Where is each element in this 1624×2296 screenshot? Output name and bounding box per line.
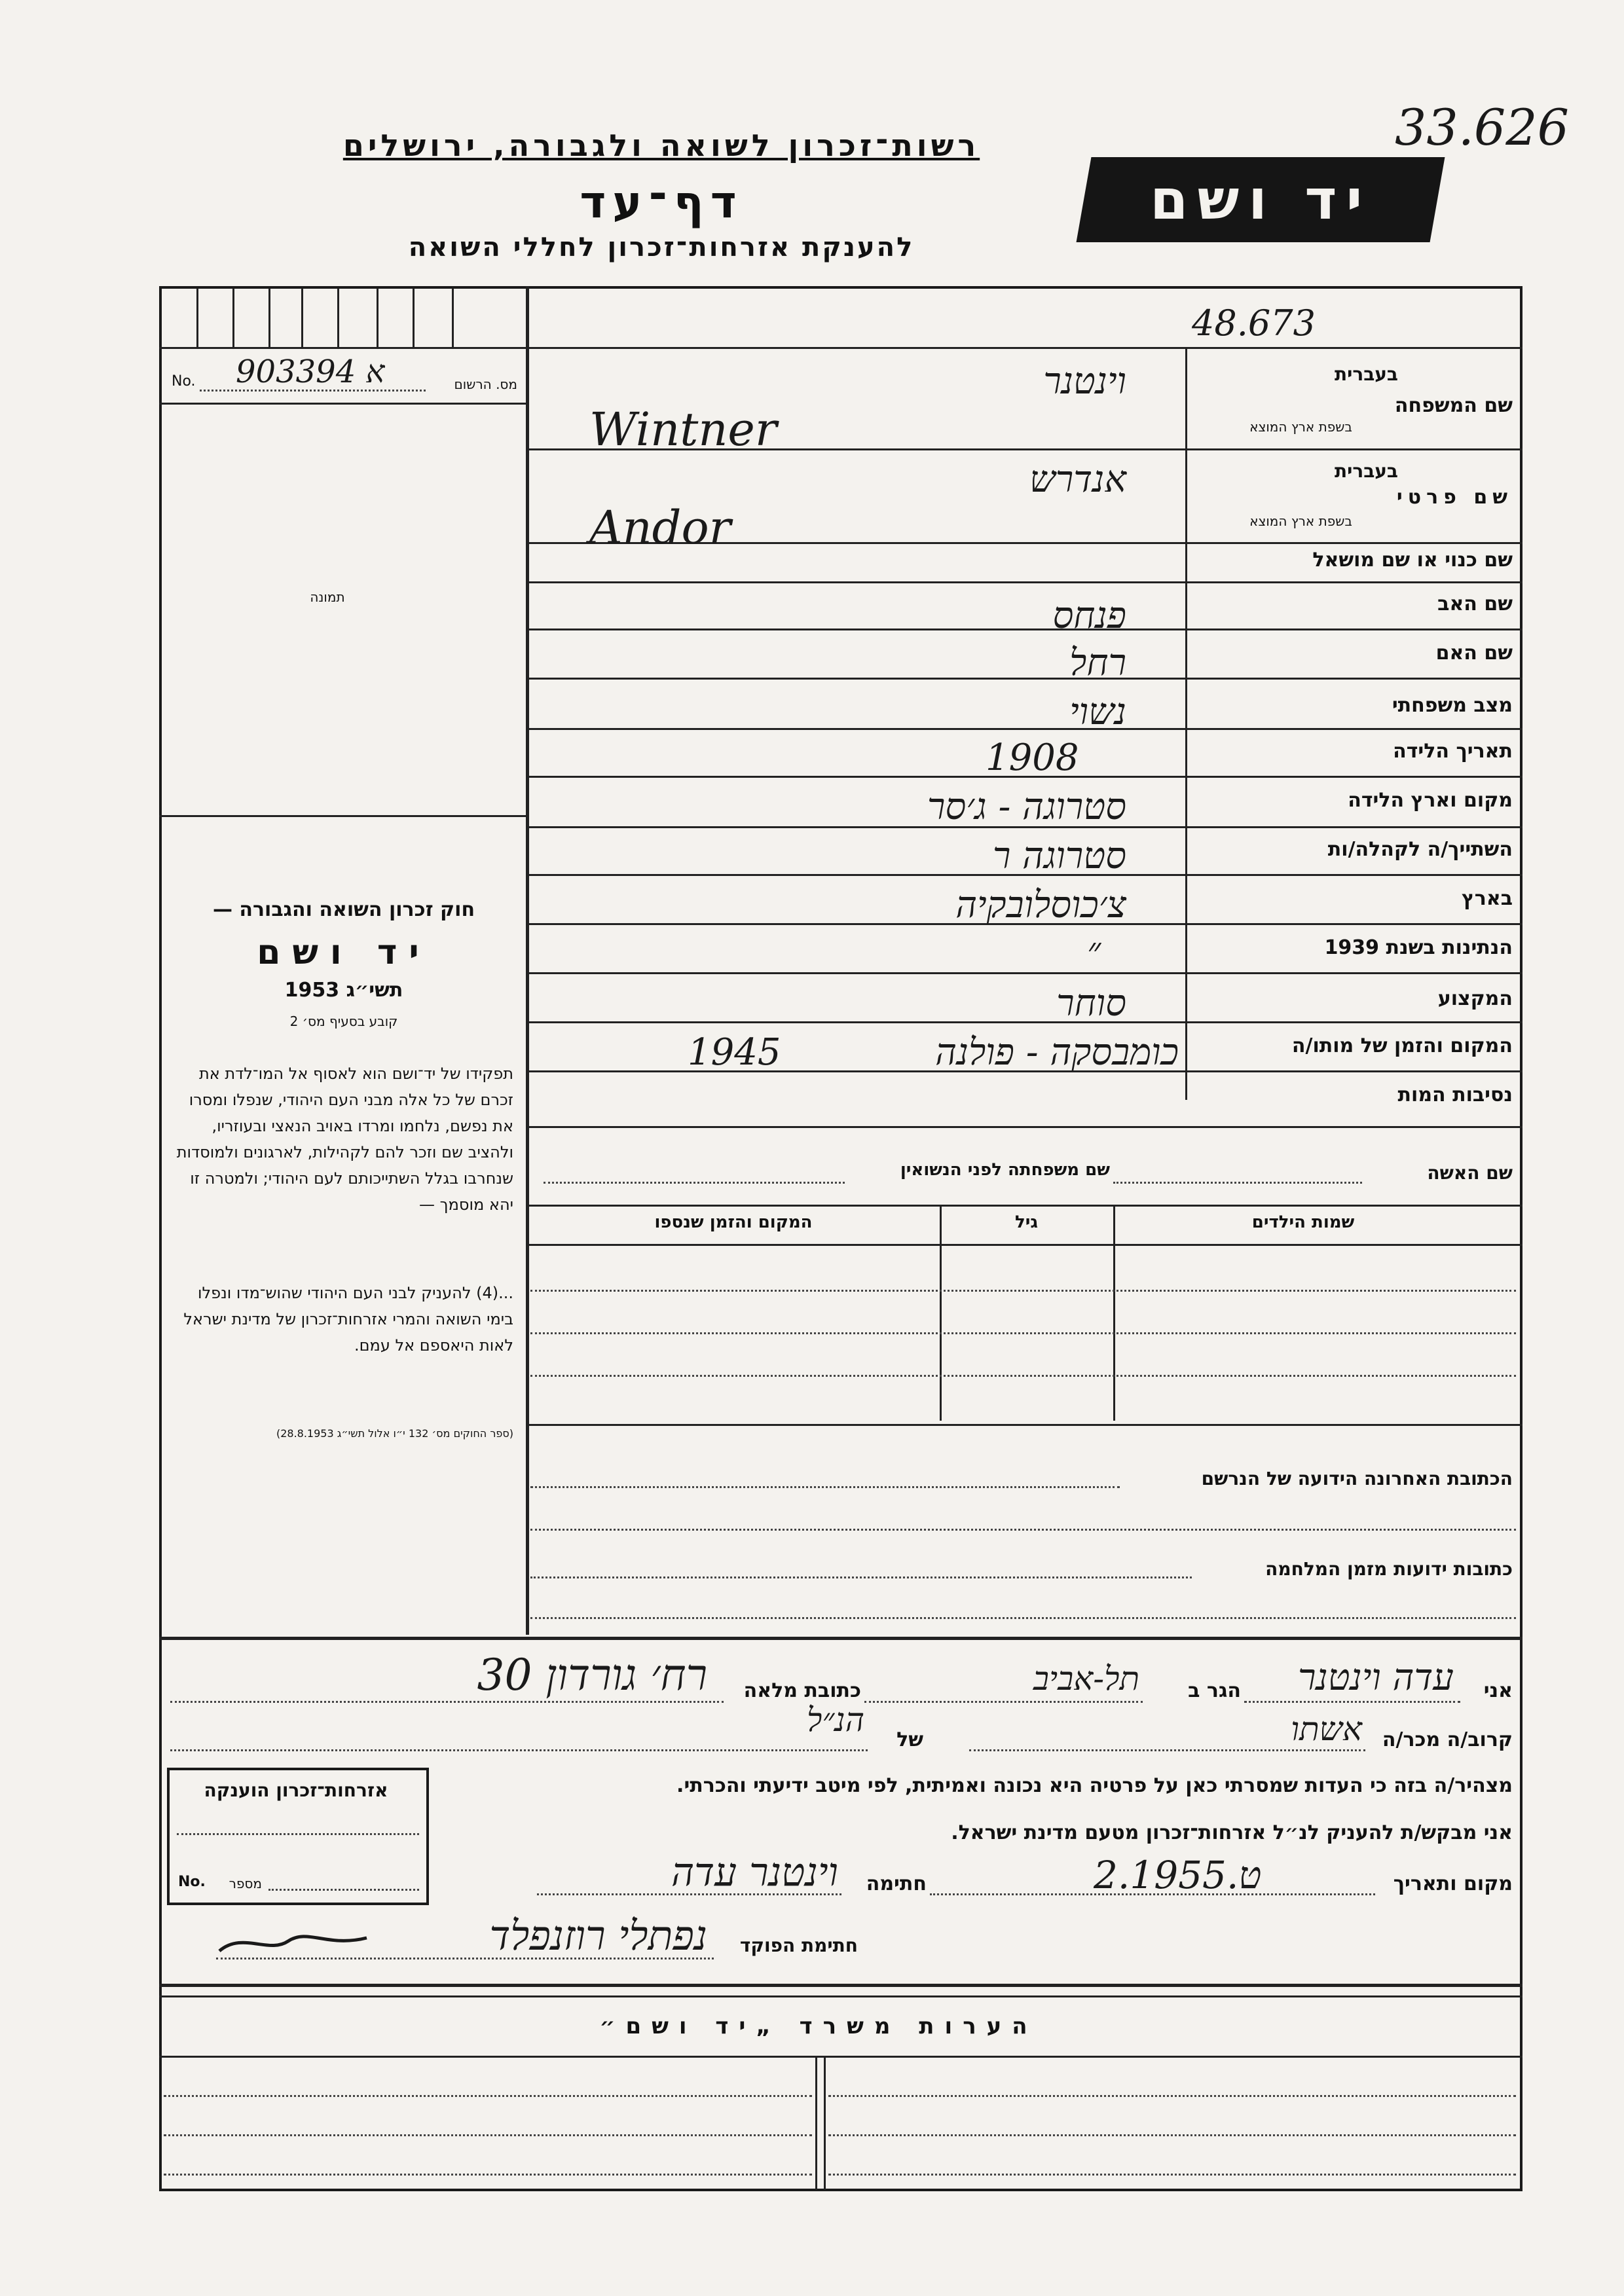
declarant-signature: וינטנר עדה [671,1850,838,1895]
hebrew-label: בעברית [1334,363,1398,385]
family-name-origin-value: Wintner [589,403,777,456]
reg-label: מס. הרשום [454,376,517,392]
address-value: רח׳ גורדון 30 [477,1650,707,1700]
document-subtitle: להענקת אזרחות־זכרון לחללי השואה [408,232,915,263]
signature-label: חתימה [866,1872,927,1895]
last-address-label: הכתובת האחרונה הידועה של הנרשם [1201,1468,1513,1489]
profession-value: סוחר [1056,982,1126,1025]
request-text: אני מבקש/ת להעניק לנ״ל אזרחות־זכרון מטעם מדינת ישראל. [951,1821,1513,1844]
hebrew-label-2: בעברית [1334,460,1398,482]
declaration-text: מצהיר/ה בזה כי העדות שמסרתי כאן על פרטיה היא נכונה ואמיתית, לפי מיטב ידיעתי והכרתי. [676,1774,1513,1797]
community-label: השתייך/ה לקהלה/ות [1327,838,1513,861]
children-age-header: גיל [1014,1212,1038,1232]
community-value: סטרוגה ר [992,835,1126,877]
reg-no-label: No. [172,373,196,390]
first-name-label: שם פרטי [1396,486,1513,509]
origin-lang-label: בשפת ארץ המוצא [1249,419,1352,435]
yad-vashem-logo [1077,157,1445,242]
marital-label: מצב משפחתי [1392,694,1513,717]
first-name-he-value: אנדרש [1029,458,1126,501]
birth-date-label: תאריך הלידה [1393,740,1513,763]
law-paragraph-2: ...(4) להעניק לבני העם היהודי שהוש־מדו ונפלו בימי השואה והמרי אזרחות־זכרון של מדינת ישראל לאות היאספם אל עמם. [183,1284,513,1355]
marital-value: נשוי [1069,691,1126,733]
law-clause: קובע בסעיף מס׳ 2 [289,1013,398,1029]
law-paragraph-1: תפקידו של יד־ושם הוא לאסוף אל המו־לדת את זכרם של כל אלה מבני העם היהודי, שנפלו ומסרו את נפשם, נלחמו ומרדו באויב הנאצי ובעוזריו, ולהציב שם וזכר להם לקהילות, לארגונים ולמוסדות שנחרבו בגלל השתייכותם לעם היהודי; ולמטרה זו יהא מוסמך — [176,1065,513,1214]
logo-text: יד ושם [1149,168,1372,232]
citizenship-label: הנתינות בשנת 1939 [1324,936,1513,959]
birth-place-value: סטרוגה - ג׳סר [927,786,1126,828]
origin-lang-label-2: בשפת ארץ המוצא [1249,513,1352,529]
city-value: תל-אביב [1033,1660,1139,1698]
law-reference: (ספר החוקים מס׳ 132 י״ו אלול תשי״ג 28.8.1953) [276,1427,513,1440]
children-place-header: המקום והזמן שנספו [654,1212,813,1232]
death-circ-label: נסיבות המות [1397,1084,1513,1106]
mother-value: רחל [1069,642,1126,684]
citizenship-number-label: מספר [229,1876,262,1891]
archive-number: 33.626 [1395,98,1569,156]
org-line: רשות־זכרון לשואה ולגבורה, ירושלים [342,128,980,163]
law-year: תשי״ג 1953 [284,979,403,1002]
country-value: צ׳כוסלובקיה [955,884,1126,926]
form-frame [159,286,1522,2191]
full-address-label: כתובת מלאה [743,1679,861,1702]
citizenship-box-title: אזרחות־זכרון הוענקה [204,1779,388,1801]
first-name-origin-value: Andor [589,501,731,555]
reg-number: 903394 א [236,354,385,390]
left-column-divider [526,286,529,1635]
father-value: פנחס [1052,594,1126,637]
official-signature: נפתלי רוזנפלד [489,1912,707,1959]
place-date-label: מקום ותאריך [1393,1872,1513,1895]
date-value: 2.ט.1955 [1094,1853,1262,1897]
relation-value: אשתו [1291,1710,1362,1748]
resides-label: הגר ב [1188,1679,1241,1702]
death-place-label: המקום והזמן של מותו/ה [1291,1034,1513,1057]
law-name: יד ושם [257,933,431,972]
death-year-value: 1945 [688,1031,781,1074]
family-name-he-value: וינטנר [1043,360,1126,403]
death-place-value: כומבסקה - פולנה [935,1031,1179,1074]
profession-label: המקצוע [1437,987,1513,1010]
children-names-header: שמות הילדים [1251,1212,1355,1232]
wife-label: שם האשה [1427,1162,1513,1184]
nickname-label: שם כנוי או שם מושאל [1312,549,1513,572]
mother-label: שם האם [1435,642,1513,665]
citizenship-no-label: No. [178,1874,206,1890]
page-number: 48.673 [1192,302,1316,344]
of-value: הנ״ל [807,1701,864,1739]
birth-date-value: 1908 [986,737,1079,779]
wife-maiden-label: שם משפחתה לפני הנשואין [900,1160,1110,1180]
family-name-label: שם המשפחה [1394,394,1513,417]
photo-label: תמונה [310,589,345,605]
declarant-name-value: עדה וינטנר [1298,1656,1454,1699]
declarant-i-label: אני [1483,1679,1513,1702]
citizenship-value: ״ [1087,930,1101,972]
law-title: חוק זכרון השואה והגבורה — [212,898,475,921]
office-notes-title: הערות משרד „יד ושם״ [599,2013,1038,2039]
relative-label: קרוב/ה מכר/ה [1382,1728,1513,1751]
label-column-divider [1185,347,1187,1100]
wartime-address-label: כתובות ידועות מזמן המלחמה [1265,1558,1513,1580]
birth-place-label: מקום וארץ הלידה [1348,789,1513,812]
document-title: דף־עד [580,177,743,228]
of-label: של [896,1728,923,1751]
father-label: שם האב [1437,592,1513,615]
official-signature-label: חתימת הפוקד [739,1935,858,1956]
country-label: בארץ [1461,887,1513,910]
official-flourish [216,1918,373,1964]
